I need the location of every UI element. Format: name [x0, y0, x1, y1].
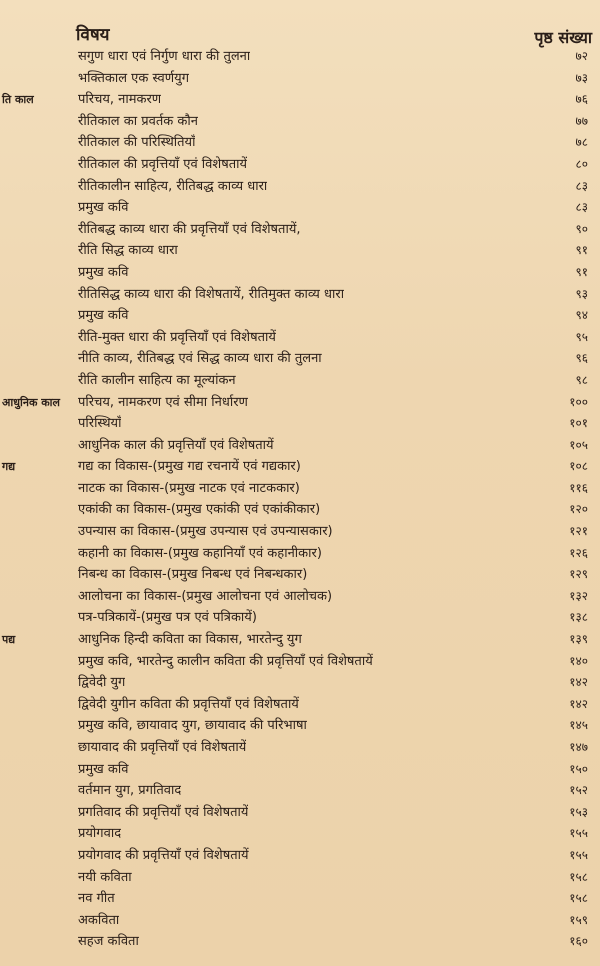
contents-row — [0, 68, 600, 90]
topic-title: नीति काव्य, रीतिबद्ध एवं सिद्ध काव्य धारा की तुलना — [78, 351, 322, 367]
topic-title: पत्र-पत्रिकायें-(प्रमुख पत्र एवं पत्रिकायें) — [78, 610, 257, 626]
topic-title: द्विवेदी युगीन कविता की प्रवृत्तियाँ एवं विशेषतायें — [78, 696, 299, 712]
topic-title: रीतिकालीन साहित्य, रीतिबद्ध काव्य धारा — [78, 178, 268, 194]
topic-title: रीतिकाल की प्रवृत्तियाँ एवं विशेषतायें — [78, 156, 248, 172]
page-number: १४२ — [569, 696, 588, 711]
topic-title: रीतिसिद्ध काव्य धारा की विशेषतायें, रीतिमुक्त काव्य धारा — [78, 286, 345, 302]
contents-row — [0, 564, 600, 586]
page-number: १२१ — [569, 524, 588, 539]
contents-row — [0, 348, 600, 370]
page-number: १२९ — [569, 567, 588, 582]
topic-title: छायावाद की प्रवृत्तियाँ एवं विशेषतायें — [78, 740, 247, 755]
page-number: १२६ — [569, 545, 588, 560]
topic-title: आधुनिक हिन्दी कविता का विकास, भारतेन्दु युग — [78, 632, 302, 648]
section-marker: ति काल — [2, 93, 34, 107]
topic-title: परिचय, नामकरण एवं सीमा निर्धारण — [78, 394, 248, 410]
topic-title: प्रगतिवाद की प्रवृत्तियाँ एवं विशेषतायें — [78, 804, 249, 820]
page-number: ७२ — [575, 49, 588, 63]
page-number: ८३ — [575, 178, 588, 193]
page-number: १०५ — [569, 437, 588, 452]
contents-row — [0, 802, 600, 824]
topic-title: रीति कालीन साहित्य का मूल्यांकन — [78, 372, 236, 388]
page-number: ८३ — [575, 200, 588, 215]
contents-row — [0, 89, 600, 111]
contents-row — [0, 931, 600, 953]
page-number: ९१ — [575, 264, 588, 279]
contents-row — [0, 46, 600, 68]
topic-title: प्रमुख कवि — [78, 264, 129, 280]
page-number: ९४ — [575, 308, 588, 323]
contents-row — [0, 413, 600, 435]
topic-title: प्रमुख कवि — [78, 308, 129, 324]
topic-title: प्रयोगवाद की प्रवृत्तियाँ एवं विशेषतायें — [78, 847, 249, 863]
topic-title: रीति-मुक्त धारा की प्रवृत्तियाँ एवं विशेषतायें — [78, 329, 276, 345]
contents-row — [0, 327, 600, 349]
contents-row — [0, 672, 600, 694]
contents-row — [0, 197, 600, 219]
contents-row — [0, 543, 600, 565]
page-number: १५५ — [569, 847, 588, 862]
page-number: ९० — [575, 221, 588, 236]
contents-row — [0, 154, 600, 176]
contents-row — [0, 780, 600, 802]
contents-row — [0, 607, 600, 629]
topic-title: परिचय, नामकरण — [78, 92, 162, 108]
contents-row — [0, 867, 600, 889]
topic-title: निबन्ध का विकास-(प्रमुख निबन्ध एवं निबन्धकार) — [78, 567, 308, 583]
topic-title: रीतिकाल की परिस्थितियाँ — [78, 135, 196, 151]
page-number: १३९ — [569, 632, 588, 647]
page-number: १४७ — [569, 740, 588, 754]
page-number: ७८ — [575, 135, 588, 150]
topic-title: कहानी का विकास-(प्रमुख कहानियाँ एवं कहानीकार) — [78, 545, 322, 561]
page-number: ९६ — [575, 351, 588, 366]
section-marker: गद्य — [2, 460, 16, 474]
contents-row — [0, 651, 600, 673]
contents-row — [0, 370, 600, 392]
topic-title: एकांकी का विकास-(प्रमुख एकांकी एवं एकांकीकार) — [78, 502, 321, 518]
contents-row — [0, 910, 600, 932]
contents-row — [0, 845, 600, 867]
page-number: ७६ — [575, 92, 588, 107]
topic-title: द्विवेदी युग — [78, 675, 126, 691]
page-number: १५३ — [569, 804, 588, 819]
topic-title: आलोचना का विकास-(प्रमुख आलोचना एवं आलोचक) — [78, 588, 333, 604]
page-number: १४२ — [569, 675, 588, 690]
contents-row — [0, 586, 600, 608]
contents-row — [0, 176, 600, 198]
contents-row — [0, 629, 600, 651]
topic-title: प्रमुख कवि — [78, 761, 129, 777]
page-number: १४५ — [569, 718, 588, 733]
topic-title: नव गीत — [78, 891, 115, 907]
contents-row — [0, 456, 600, 478]
contents-row — [0, 888, 600, 910]
contents-row — [0, 132, 600, 154]
topic-title: रीतिबद्ध काव्य धारा की प्रवृत्तियाँ एवं विशेषतायें, — [78, 221, 301, 237]
page-number: ९१ — [575, 243, 588, 258]
topic-title: भक्तिकाल एक स्वर्णयुग — [78, 70, 190, 86]
contents-row — [0, 219, 600, 241]
topic-title: सगुण धारा एवं निर्गुण धारा की तुलना — [78, 49, 251, 64]
contents-list — [0, 46, 600, 953]
contents-row — [0, 521, 600, 543]
topic-title: वर्तमान युग, प्रगतिवाद — [78, 783, 182, 799]
contents-row — [0, 478, 600, 500]
page-number: ९५ — [575, 329, 588, 344]
topic-title: रीति सिद्ध काव्य धारा — [78, 243, 178, 259]
topic-title: रीतिकाल का प्रवर्तक कौन — [78, 113, 198, 129]
page-number: ७७ — [575, 113, 588, 128]
contents-row — [0, 435, 600, 457]
topic-title: प्रमुख कवि, भारतेन्दु कालीन कविता की प्रवृत्तियाँ एवं विशेषतायें — [78, 653, 373, 669]
page-number: १२० — [569, 502, 588, 517]
topic-title: अकविता — [78, 912, 120, 928]
topic-title: गद्य का विकास-(प्रमुख गद्य रचनायें एवं गद्यकार) — [78, 459, 301, 475]
page-number: १५८ — [569, 891, 588, 906]
contents-row — [0, 823, 600, 845]
page-number: १४० — [569, 653, 588, 668]
page-number: १५५ — [569, 826, 588, 841]
page-number: ७३ — [575, 70, 588, 85]
page-number: १०० — [569, 394, 588, 409]
topic-title: आधुनिक काल की प्रवृत्तियाँ एवं विशेषतायें — [78, 437, 274, 453]
contents-row — [0, 284, 600, 306]
contents-row — [0, 305, 600, 327]
section-marker: पद्य — [2, 633, 16, 647]
page-number: १५९ — [569, 912, 588, 927]
section-marker: आधुनिक काल — [2, 395, 60, 409]
page-number: ८० — [575, 156, 588, 171]
page-number: १५८ — [569, 869, 588, 884]
contents-row — [0, 262, 600, 284]
column-header-topic: विषय — [76, 25, 110, 45]
contents-row — [0, 392, 600, 414]
page-number: १०१ — [569, 416, 588, 431]
contents-row — [0, 111, 600, 133]
topic-title: नाटक का विकास-(प्रमुख नाटक एवं नाटककार) — [78, 480, 300, 496]
topic-title: नयी कविता — [78, 869, 132, 885]
topic-title: परिस्थियाँ — [78, 416, 122, 432]
page-number: ९३ — [575, 286, 588, 301]
page-number: १५२ — [569, 783, 588, 798]
page-number: १३२ — [569, 588, 588, 603]
page-number: १६० — [569, 934, 588, 949]
page-number: ९८ — [575, 372, 588, 387]
contents-row — [0, 240, 600, 262]
page-number: १५० — [569, 761, 588, 776]
topic-title: प्रयोगवाद — [78, 826, 122, 842]
topic-title: प्रमुख कवि, छायावाद युग, छायावाद की परिभाषा — [78, 718, 307, 734]
column-header-page: पृष्ठ संख्या — [534, 28, 592, 47]
contents-row — [0, 759, 600, 781]
contents-row — [0, 715, 600, 737]
page-number: ११६ — [569, 480, 588, 495]
contents-row — [0, 694, 600, 716]
contents-row — [0, 737, 600, 759]
page-number: १३८ — [569, 610, 588, 625]
page-number: १०८ — [569, 459, 588, 474]
topic-title: सहज कविता — [78, 934, 139, 950]
topic-title: उपन्यास का विकास-(प्रमुख उपन्यास एवं उपन्यासकार) — [78, 524, 333, 540]
topic-title: प्रमुख कवि — [78, 200, 129, 216]
contents-row — [0, 499, 600, 521]
